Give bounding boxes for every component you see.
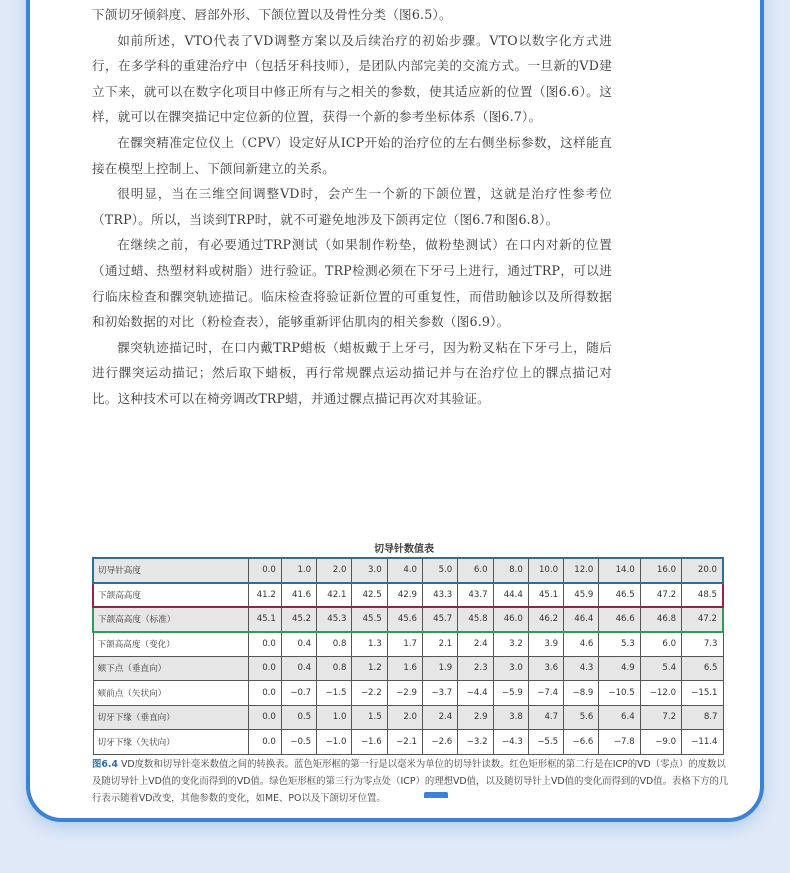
paragraph-4: 很明显，当在三维空间调整VD时，会产生一个新的下颌位置，这就是治疗性参考位（TRP）。所以，当谈到TRP时，就不可避免地涉及下颌再定位（图6.7和图6.8）。	[92, 186, 612, 227]
table-cell: −4.4	[458, 681, 493, 706]
figure-number: 图6.4	[92, 759, 118, 770]
table-cell: 6.4	[599, 705, 640, 730]
table-cell: −2.2	[352, 681, 387, 706]
table-row	[93, 681, 723, 706]
table-cell: 47.2	[682, 607, 723, 632]
row-label: 切牙下缘（垂直向）	[93, 705, 248, 730]
paragraph-3: 在髁突精准定位仪上（CPV）设定好从ICP开始的治疗位的左右侧坐标参数，这样能直接在模型上控制上、下颌间新建立的关系。	[92, 134, 612, 176]
table-cell: 0.4	[281, 656, 316, 681]
table-cell: 45.8	[458, 607, 493, 632]
table-cell: 46.5	[599, 583, 640, 608]
table-cell: 0.8	[317, 656, 352, 681]
table-cell: 4.7	[528, 705, 563, 730]
table-cell: 3.2	[493, 632, 528, 657]
table-title: 切导针数值表	[374, 544, 434, 555]
table-cell: 41.2	[248, 583, 281, 608]
row-label: 颏前点（矢状向）	[93, 681, 248, 706]
table-cell: 43.3	[422, 583, 457, 608]
table-cell: 1.6	[387, 656, 422, 681]
table-cell: 2.4	[422, 705, 457, 730]
table-cell: 10.0	[528, 558, 563, 583]
table-cell: −10.5	[599, 681, 640, 706]
table-cell: −1.0	[317, 730, 352, 755]
table-cell: 47.2	[640, 583, 681, 608]
paragraph-1: 下颌切牙倾斜度、唇部外形、下颌位置以及骨性分类（图6.5）。	[92, 7, 452, 22]
table-cell: 45.3	[317, 607, 352, 632]
table-cell: 6.5	[682, 656, 723, 681]
row-label: 颏下点（垂直向）	[93, 656, 248, 681]
table-cell: 0.5	[281, 705, 316, 730]
table-cell: 45.1	[528, 583, 563, 608]
table-cell: 46.0	[493, 607, 528, 632]
table-cell: 45.1	[248, 607, 281, 632]
table-cell: −2.1	[387, 730, 422, 755]
table-cell: 14.0	[599, 558, 640, 583]
table-cell: 42.5	[352, 583, 387, 608]
table-cell: 44.4	[493, 583, 528, 608]
table-cell: 4.0	[387, 558, 422, 583]
table-cell: 46.6	[599, 607, 640, 632]
table-cell: 41.6	[281, 583, 316, 608]
table-cell: −7.4	[528, 681, 563, 706]
caption-text: VD度数和切导针毫米数值之间的转换表。蓝色矩形框的第一行是以毫米为单位的切导针读数。红色矩形框的第二行是在ICP的VD（零点）的度数以及随切导针上VD值的变化而得到的VD值。绿色矩形框的第三行为零点处（ICP）的理想VD值，以及随切导针上VD值的变化而得到的VD值。表格下方的几行表示随着VD改变，其他参数的变化，如ME、PO以及下颌切牙位置。	[92, 759, 729, 804]
table-cell: 7.3	[682, 632, 723, 657]
paragraph-5: 在继续之前，有必要通过TRP测试（如果制作粉垫，做粉垫测试）在口内对新的位置（通过蜡、热塑材料或树脂）进行验证。TRP检测必须在下牙弓上进行，通过TRP，可以进行临床检查和髁突轨迹描记。临床检查将验证新位置的可重复性，而借助触诊以及所得数据和初始数据的对比（粉检查表），能够重新评估肌肉的相关参数（图6.9）。	[92, 237, 612, 330]
table-cell: −2.6	[422, 730, 457, 755]
book-page	[92, 2, 612, 412]
table-cell: 8.0	[493, 558, 528, 583]
table-cell: 42.9	[387, 583, 422, 608]
table-cell: 2.0	[387, 705, 422, 730]
table-cell: 3.0	[493, 656, 528, 681]
table-cell: −15.1	[682, 681, 723, 706]
table-cell: 6.0	[640, 632, 681, 657]
table-cell: 1.2	[352, 656, 387, 681]
table-cell: 5.0	[422, 558, 457, 583]
incisal-pin-table	[92, 557, 724, 755]
table-cell: 16.0	[640, 558, 681, 583]
table-cell: 45.2	[281, 607, 316, 632]
table-cell: 6.0	[458, 558, 493, 583]
table-cell: 4.9	[599, 656, 640, 681]
table-cell: 45.6	[387, 607, 422, 632]
table-row	[93, 705, 723, 730]
paragraph-6: 髁突轨迹描记时，在口内戴TRP蜡板（蜡板戴于上牙弓，因为粉叉粘在下牙弓上，随后进行髁突运动描记；然后取下蜡板，再行常规髁点运动描记并与在治疗位上的髁点描记对比。这种技术可以在椅旁调改TRP蜡，并通过髁点描记再次对其验证。	[92, 339, 612, 406]
table-cell: 4.3	[564, 656, 599, 681]
table-cell: 2.9	[458, 705, 493, 730]
table-cell: 5.3	[599, 632, 640, 657]
table-cell: 46.8	[640, 607, 681, 632]
table-cell: 0.0	[248, 730, 281, 755]
table-cell: 5.4	[640, 656, 681, 681]
table-cell: −2.9	[387, 681, 422, 706]
table-cell: 4.6	[564, 632, 599, 657]
table-cell: 5.6	[564, 705, 599, 730]
table-cell: −1.5	[317, 681, 352, 706]
table-cell: 1.9	[422, 656, 457, 681]
table-cell: 2.3	[458, 656, 493, 681]
table-cell: 48.5	[682, 583, 723, 608]
table-cell: 46.4	[564, 607, 599, 632]
table-cell: −0.5	[281, 730, 316, 755]
table-cell: 45.9	[564, 583, 599, 608]
table-row	[93, 607, 723, 632]
table-cell: −12.0	[640, 681, 681, 706]
table-cell: 45.7	[422, 607, 457, 632]
table-cell: −11.4	[682, 730, 723, 755]
table-row	[93, 558, 723, 583]
figure-caption	[92, 756, 732, 807]
table-cell: −3.2	[458, 730, 493, 755]
table-cell: 45.5	[352, 607, 387, 632]
table-cell: 3.6	[528, 656, 563, 681]
table-cell: −6.6	[564, 730, 599, 755]
table-cell: 1.3	[352, 632, 387, 657]
table-cell: 1.5	[352, 705, 387, 730]
paragraph-2: 如前所述，VTO代表了VD调整方案以及后续治疗的初始步骤。VTO以数字化方式进行，在多学科的重建治疗中（包括牙科技师），是团队内部完美的交流方式。一旦新的VD建立下来，就可以在数字化项目中修正所有与之相关的参数，使其适应新的位置（图6.6）。这样，就可以在髁突描记中定位新的位置，获得一个新的参考坐标体系（图6.7）。	[92, 32, 612, 125]
row-label: 下颌高高度（标准）	[93, 607, 248, 632]
row-label: 切导针高度	[93, 558, 248, 583]
table-row	[93, 632, 723, 657]
table-cell: 43.7	[458, 583, 493, 608]
table-cell: 0.0	[248, 558, 281, 583]
table-cell: 42.1	[317, 583, 352, 608]
table-cell: 7.2	[640, 705, 681, 730]
row-label: 下颌高高度	[93, 583, 248, 608]
table-row	[93, 730, 723, 755]
table-cell: −9.0	[640, 730, 681, 755]
table-cell: 1.0	[281, 558, 316, 583]
table-cell: 3.9	[528, 632, 563, 657]
table-cell: −0.7	[281, 681, 316, 706]
table-cell: −1.6	[352, 730, 387, 755]
row-label: 切牙下缘（矢状向）	[93, 730, 248, 755]
table-cell: 0.0	[248, 656, 281, 681]
table-cell: 2.0	[317, 558, 352, 583]
table-cell: 20.0	[682, 558, 723, 583]
table-cell: 12.0	[564, 558, 599, 583]
table-cell: 0.8	[317, 632, 352, 657]
table-cell: −5.5	[528, 730, 563, 755]
table-cell: 1.0	[317, 705, 352, 730]
table-cell: 0.0	[248, 705, 281, 730]
table-cell: −3.7	[422, 681, 457, 706]
table-cell: 0.0	[248, 681, 281, 706]
table-cell: 2.4	[458, 632, 493, 657]
table-cell: 0.4	[281, 632, 316, 657]
table-cell: 3.0	[352, 558, 387, 583]
table-row	[93, 583, 723, 608]
table-cell: 2.1	[422, 632, 457, 657]
table-cell: −5.9	[493, 681, 528, 706]
row-label: 下颌高高度（变化）	[93, 632, 248, 657]
table-row	[93, 656, 723, 681]
table-cell: −4.3	[493, 730, 528, 755]
table-cell: 1.7	[387, 632, 422, 657]
table-cell: 0.0	[248, 632, 281, 657]
table-cell: 3.8	[493, 705, 528, 730]
table-cell: −8.9	[564, 681, 599, 706]
table-cell: 46.2	[528, 607, 563, 632]
table-cell: 8.7	[682, 705, 723, 730]
table-cell: −7.8	[599, 730, 640, 755]
